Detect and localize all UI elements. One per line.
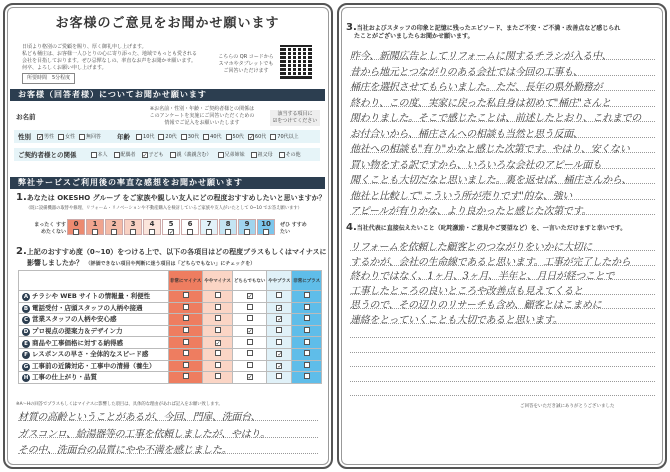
row-label: [19, 291, 169, 303]
checkbox[interactable]: [247, 362, 253, 368]
handwritten-line: リフォームを依頼した顧客とのつながりをいかに大切に: [350, 242, 592, 253]
table-row: [19, 360, 322, 372]
gender-options: [37, 133, 101, 140]
handwritten-line: 昨今、新聞広告としてリフォームに関するチラシが入る中、: [350, 51, 612, 62]
q1-number: 1.: [16, 192, 27, 203]
rating-cell[interactable]: [203, 325, 233, 337]
age-option[interactable]: [248, 133, 266, 140]
checkbox[interactable]: [183, 350, 189, 356]
checkbox[interactable]: ✓: [277, 316, 283, 324]
checkbox[interactable]: ✓: [142, 151, 148, 159]
checkbox[interactable]: ✓: [277, 304, 283, 312]
row-text: 工事前の近隣対応・工事中の清掃（養生）: [32, 361, 156, 370]
checkbox[interactable]: [218, 152, 224, 158]
checkbox[interactable]: [183, 362, 189, 368]
relation-option-label: 兄弟姉妹: [224, 152, 245, 158]
dotted-line: [350, 337, 655, 338]
checkbox[interactable]: [247, 350, 253, 356]
qr-line: スマホやタブレットでも: [218, 61, 274, 67]
checkbox[interactable]: [304, 304, 310, 310]
checkbox[interactable]: [111, 229, 117, 235]
rating-cell[interactable]: [232, 348, 267, 360]
relation-options: [91, 151, 301, 158]
checkbox[interactable]: [215, 304, 221, 310]
rating-cell[interactable]: [203, 348, 233, 360]
time-required: 所要時間 5分程度: [22, 73, 75, 84]
scale-option[interactable]: [200, 219, 218, 235]
q2-text: 上記のおすすめ度（0~10）をつける上で、以下の各項目はどの程度プラスもしくはマイナスに: [26, 248, 327, 256]
checkbox[interactable]: [247, 315, 253, 321]
age-options: [136, 133, 299, 140]
relation-option[interactable]: [170, 151, 212, 158]
handwritten-line: 他社への相談も"有り"かなと感じた次第です。やはり、安くない: [350, 144, 630, 155]
age-option[interactable]: [181, 133, 199, 140]
rating-cell[interactable]: [203, 360, 233, 372]
rating-cell[interactable]: [292, 314, 322, 326]
handwritten-line: 連絡をとっていくことも大切であると思います。: [350, 314, 563, 326]
intro-text: [22, 44, 212, 72]
table-row: [19, 314, 322, 326]
table-header-row: [19, 271, 322, 291]
checkbox[interactable]: [183, 327, 189, 333]
handwritten-line: 工事したところの良いところや改善点も見えてくると: [350, 285, 583, 297]
checkbox[interactable]: [304, 327, 310, 333]
checkbox[interactable]: [304, 339, 310, 345]
rating-cell[interactable]: [267, 314, 292, 326]
relation-option[interactable]: [218, 151, 245, 158]
checkbox[interactable]: [247, 304, 253, 310]
name-note: [142, 106, 262, 127]
column-header: ややマイナス: [203, 271, 233, 291]
checkbox[interactable]: [170, 152, 176, 158]
q4-text: 当社代表に直接伝えたいこと（叱咤激励・ご意見やご要望など）を、一言いただけますと幸いです。: [356, 225, 627, 232]
checkbox[interactable]: [304, 292, 310, 298]
checkbox[interactable]: [226, 134, 232, 140]
row-text: 営業スタッフの人柄や安心感: [32, 315, 117, 324]
relation-option-label: その他: [285, 152, 301, 158]
rating-cell[interactable]: [232, 337, 267, 349]
dotted-line: [350, 352, 655, 353]
checkbox[interactable]: [225, 229, 231, 235]
rating-cell[interactable]: [169, 325, 203, 337]
note-line: このアンケートを実施にご回答いただくための: [149, 113, 255, 119]
handwritten-line: アピールが有りかな、より良かったと感じた次第です。: [350, 206, 592, 217]
rating-cell[interactable]: [169, 372, 203, 384]
row-text: 商品や工事価格に対する納得感: [32, 338, 123, 347]
checkbox[interactable]: [181, 134, 187, 140]
scale-number: 10: [261, 220, 271, 228]
handwritten-line: 材質の高齢ということがあるが、今回、門扉、洗面台、: [18, 412, 261, 423]
age-option[interactable]: [158, 133, 176, 140]
gender-option[interactable]: [58, 133, 75, 140]
rating-cell[interactable]: [169, 360, 203, 372]
qr-code-icon[interactable]: [280, 45, 312, 79]
rating-cell[interactable]: [292, 302, 322, 314]
survey-section-header: 弊社サービスご利用後の率直な感想をお聞かせ願います: [10, 177, 325, 189]
checkbox[interactable]: [203, 134, 209, 140]
checkbox[interactable]: [304, 350, 310, 356]
qr-text: [214, 54, 278, 75]
q3-text2: たことがございましたらお聞かせ願います。: [354, 33, 474, 40]
checkbox[interactable]: ✓: [247, 328, 253, 336]
q3-question: [346, 24, 661, 41]
handwritten-line: するかが、会社の生命線であると思います。工事が完了したから: [350, 256, 631, 268]
gender-age-row: [14, 130, 320, 143]
scale-option[interactable]: [67, 219, 85, 235]
q2-subtext: （評価できない項目や判断に迷う項目は「どちらでもない」にチェックを）: [85, 261, 256, 267]
row-key-icon: D: [23, 329, 29, 336]
column-header: ややプラス: [267, 271, 292, 291]
row-text: 工事の仕上がり・品質: [32, 373, 97, 382]
rating-cell[interactable]: [169, 337, 203, 349]
checkbox[interactable]: [58, 134, 64, 140]
age-option-label: 60代: [254, 134, 267, 140]
handwritten-line: 終わりではなく、1ヶ月、3ヶ月、半年と、月日が経つことで: [350, 271, 615, 282]
gender-option-label: 男性: [44, 134, 55, 140]
row-label: [19, 325, 169, 337]
checkbox[interactable]: [276, 292, 282, 298]
thanks-text: ご回答をいただき誠にありがとうございました: [520, 404, 615, 409]
hint-line: ☑をつけてください: [272, 118, 318, 124]
handwritten-line: 昔から地元とつながりのある会社では今回の工事も、: [350, 66, 583, 78]
rating-cell[interactable]: [292, 337, 322, 349]
rating-cell[interactable]: [267, 360, 292, 372]
q4-answer-area[interactable]: [350, 237, 655, 397]
checkbox[interactable]: [187, 229, 193, 235]
q3-text: 当社およびスタッフの印象と記憶に残ったエピソード、またご不安・ご不満・改善点など感じられ: [356, 25, 621, 32]
scale-option[interactable]: [143, 219, 161, 235]
intro-line: 日頃より格別のご愛顧を賜り、厚く御礼申し上げます。: [22, 44, 147, 50]
relation-option[interactable]: [114, 151, 136, 158]
intro-line: 私ども桶庄は、お客様一人ひとりの心に寄り添った、地域でもっとも愛される: [22, 51, 198, 57]
scale-number: 5: [168, 220, 174, 228]
rating-cell[interactable]: [292, 360, 322, 372]
checkbox[interactable]: [276, 339, 282, 345]
gender-option-label: 無回答: [86, 134, 102, 140]
rating-cell[interactable]: [203, 337, 233, 349]
checkbox[interactable]: ✓: [248, 133, 254, 141]
scale-option[interactable]: [105, 219, 123, 235]
age-option[interactable]: [136, 133, 154, 140]
rating-cell[interactable]: [292, 291, 322, 303]
relation-option-label: 子ども: [148, 152, 164, 158]
checkbox[interactable]: [183, 339, 189, 345]
table-row: [19, 325, 322, 337]
checkbox[interactable]: ✓: [38, 133, 44, 141]
rating-cell[interactable]: [292, 372, 322, 384]
column-header: どちらでもない: [232, 271, 267, 291]
q3-answer-area[interactable]: [350, 45, 655, 220]
rating-cell[interactable]: [292, 325, 322, 337]
table-row: [19, 337, 322, 349]
row-label: [19, 360, 169, 372]
rating-cell[interactable]: [267, 348, 292, 360]
table-row: [19, 302, 322, 314]
checkbox[interactable]: [158, 134, 164, 140]
rating-cell[interactable]: [232, 325, 267, 337]
qr-line: ご回答いただけます: [223, 68, 269, 74]
dotted-line: [350, 381, 655, 382]
check-hint: [270, 110, 320, 126]
checkbox[interactable]: [247, 339, 253, 345]
age-option-label: 50代: [232, 134, 244, 140]
name-label: お名前: [16, 113, 36, 121]
age-option-label: 70代以上: [277, 134, 299, 140]
row-label: [19, 337, 169, 349]
dotted-line: [350, 366, 655, 367]
checkbox[interactable]: [270, 134, 276, 140]
checkbox[interactable]: [215, 373, 221, 379]
handwritten-line: 桶庄を選択させてもらいました。ただ、長年の県外勤務が: [350, 82, 603, 93]
checkbox[interactable]: [215, 315, 221, 321]
handwritten-line: 終わり、この度、実家に戻った私自身は初めて"桶庄"さんと: [350, 97, 611, 109]
handwritten-line: 聞くことも大切だなと思いました。裏を返せば、桶庄さんから、: [350, 175, 632, 186]
checkbox[interactable]: [73, 229, 79, 235]
gender-label: 性別: [18, 133, 31, 141]
row-label: [19, 348, 169, 360]
rating-cell[interactable]: [267, 337, 292, 349]
row-text: プロ視点の提案力＆デザイン力: [32, 327, 123, 336]
relation-option-label: 配偶者: [120, 152, 136, 158]
rating-cell[interactable]: [203, 302, 233, 314]
rating-cell[interactable]: [232, 302, 267, 314]
row-key-icon: C: [23, 317, 29, 324]
row-key-icon: H: [23, 375, 29, 382]
age-option-label: 10代: [143, 134, 155, 140]
checkbox[interactable]: [251, 152, 257, 158]
age-option[interactable]: [270, 133, 298, 140]
q2-comment-area[interactable]: [18, 406, 318, 461]
q1-text: あなたは OKESHO グループ をご家族や親しい友人にどの程度おすすめしたいと思いますか？: [26, 194, 326, 202]
rating-cell[interactable]: [203, 291, 233, 303]
rating-cell[interactable]: [203, 314, 233, 326]
checkbox[interactable]: [279, 152, 285, 158]
checkbox[interactable]: [244, 229, 250, 235]
rating-cell[interactable]: [232, 360, 267, 372]
scale-number: 8: [225, 220, 231, 228]
handwritten-line: 関わりました。そこで感じたことは、前述したとおり、これまでの: [350, 113, 641, 124]
note-line: ※お名前・性別・年齢・ご契約者様との関係は: [149, 106, 255, 112]
row-text: 電話受付・店頭スタッフの人柄や接遇: [32, 303, 143, 312]
scale-number: 6: [187, 220, 193, 228]
q2-question: [16, 246, 327, 257]
row-label: [19, 314, 169, 326]
checkbox[interactable]: [276, 373, 282, 379]
rating-cell[interactable]: [169, 291, 203, 303]
handwritten-line: 他社と比較して"こういう所が売りです"的な、強い: [350, 190, 572, 202]
scale-number: 1: [92, 220, 98, 228]
checkbox[interactable]: [79, 134, 85, 140]
relation-option[interactable]: [91, 151, 108, 158]
gender-option-label: 女性: [65, 134, 76, 140]
relation-option[interactable]: [142, 151, 164, 158]
row-label: [19, 302, 169, 314]
checkbox[interactable]: [206, 229, 212, 235]
checkbox[interactable]: [263, 229, 269, 235]
form-title: お客様のご意見をお聞かせ願います: [55, 16, 280, 31]
scale-number: 2: [111, 220, 117, 228]
rating-cell[interactable]: [232, 372, 267, 384]
relation-row: [14, 148, 320, 161]
column-header: 非常にプラス: [292, 271, 322, 291]
row-key-icon: B: [23, 305, 29, 312]
checkbox[interactable]: ✓: [277, 362, 283, 370]
q4-number: 4.: [346, 222, 357, 233]
checkbox[interactable]: [183, 373, 189, 379]
rating-cell[interactable]: [169, 314, 203, 326]
scale-number: 7: [206, 220, 212, 228]
age-label: 年齢: [117, 133, 131, 141]
checkbox[interactable]: [130, 229, 136, 235]
q2-table: [18, 270, 322, 384]
qr-line: こちらの QR コードから: [218, 54, 274, 60]
intro-line: 会社を目指しております。ぜひ忌憚なしの、率直なお声をお聞かせ願います。: [22, 58, 197, 64]
q2-number: 2.: [16, 246, 27, 257]
scale-number: 3: [130, 220, 136, 228]
rating-cell[interactable]: [267, 372, 292, 384]
age-option[interactable]: [226, 133, 244, 140]
relation-option[interactable]: [279, 151, 301, 158]
rating-cell[interactable]: [203, 372, 233, 384]
checkbox[interactable]: [215, 362, 221, 368]
checkbox[interactable]: [215, 292, 221, 298]
q1-subtext: （既に設備機器の取替や修理、リフォーム・リノベーションや不動産購入を検討しているご家族や友人がいたとして 0~10 でお答え願います）: [26, 206, 302, 211]
rating-cell[interactable]: [267, 325, 292, 337]
rating-cell[interactable]: [267, 291, 292, 303]
relation-option-label: 親（義親含む）: [176, 152, 212, 158]
hint-line: 該当する項目に: [277, 111, 313, 117]
scale-number: 0: [73, 220, 79, 228]
scale-option[interactable]: [124, 219, 142, 235]
rating-cell[interactable]: [232, 291, 267, 303]
scale-option[interactable]: [162, 219, 180, 235]
scale-option[interactable]: [238, 219, 256, 235]
table-row: [19, 348, 322, 360]
checkbox[interactable]: [136, 134, 142, 140]
q4-question: [346, 222, 626, 233]
relation-option-label: 祖父母: [257, 152, 273, 158]
checkbox[interactable]: [215, 350, 221, 356]
relation-option[interactable]: [251, 151, 273, 158]
checkbox[interactable]: [91, 152, 97, 158]
scale-option[interactable]: [86, 219, 104, 235]
intro-line: 何卒、よろしくお願い申し上げます。: [22, 65, 107, 71]
checkbox[interactable]: [183, 315, 189, 321]
rating-cell[interactable]: [169, 302, 203, 314]
checkbox[interactable]: ✓: [247, 293, 253, 301]
checkbox[interactable]: [183, 304, 189, 310]
checkbox[interactable]: [92, 229, 98, 235]
table-row: [19, 291, 322, 303]
checkbox[interactable]: ✓: [277, 351, 283, 359]
dotted-line: [350, 395, 655, 396]
scale-number: 9: [244, 220, 250, 228]
row-key-icon: E: [22, 340, 30, 348]
q1-high-label: ぜひ すすめたい: [280, 222, 307, 235]
gender-option[interactable]: [37, 133, 54, 140]
q1-scale: [67, 219, 275, 235]
rating-cell[interactable]: [169, 348, 203, 360]
checkbox[interactable]: ✓: [169, 229, 175, 236]
q1-low-label: まったく すすめたくない: [34, 222, 66, 235]
checkbox[interactable]: [276, 327, 282, 333]
age-option-label: 30代: [187, 134, 200, 140]
handwritten-line: お付合いから、桶庄さんへの相談も当然と思う反面、: [350, 128, 583, 140]
rating-cell[interactable]: [292, 348, 322, 360]
row-key-icon: A: [23, 294, 29, 301]
handwritten-line: ガスコンロ、給湯器等の工事を依頼しましたが、やはり。: [18, 428, 270, 440]
handwritten-line: 思うので、その辺りのリサーチも含め、顧客とはこまめに: [350, 300, 602, 311]
table-row: [19, 372, 322, 384]
row-label: [19, 372, 169, 384]
note-line: 情報でご記入をお願いいたします: [164, 120, 240, 126]
rating-cell[interactable]: [267, 302, 292, 314]
relation-option-label: 本人: [97, 152, 108, 158]
row-key-icon: F: [22, 351, 30, 359]
q2-text2: 影響しましたか？: [27, 259, 83, 267]
scale-option[interactable]: [257, 219, 275, 235]
scale-option[interactable]: [181, 219, 199, 235]
checkbox[interactable]: [304, 315, 310, 321]
age-option-label: 20代: [165, 134, 177, 140]
row-text: レスポンスの早さ・全体的なスピード感: [32, 350, 149, 359]
q1-question: [16, 192, 326, 203]
q2-question-line2: [27, 258, 255, 268]
handwritten-line: その中、洗面台の品質にやや不満を感じました。: [18, 445, 232, 456]
relation-label: ご契約者様との関係: [18, 151, 77, 159]
checkbox[interactable]: [304, 373, 310, 379]
age-option-label: 40代: [210, 134, 222, 140]
table-header-blank: [19, 271, 169, 291]
scale-option[interactable]: [219, 219, 237, 235]
age-option[interactable]: [203, 133, 221, 140]
checkbox[interactable]: [183, 292, 189, 298]
row-key-icon: G: [23, 363, 29, 370]
gender-option[interactable]: [79, 133, 101, 140]
checkbox[interactable]: [304, 362, 310, 368]
row-text: チラシや WEB サイトの情報量・利便性: [32, 292, 151, 301]
checkbox[interactable]: [215, 327, 221, 333]
checkbox[interactable]: [149, 229, 155, 235]
scale-number: 4: [149, 220, 155, 228]
respondent-section-header: お客様（回答者様）についてお聞かせ願います: [10, 89, 325, 101]
column-header: 非常にマイナス: [169, 271, 203, 291]
checkbox[interactable]: [114, 152, 120, 158]
q2-note: ※A〜Hの回答でプラスもしくはマイナスに影響した項目は、具体的な理由があれば記入をお願い致します。: [16, 402, 223, 407]
rating-cell[interactable]: [232, 314, 267, 326]
q3-number: 3.: [346, 22, 357, 33]
handwritten-line: 買い物をする訳ですから、いろいろな会社のアピール面も: [350, 159, 602, 171]
checkbox[interactable]: ✓: [215, 339, 221, 347]
checkbox[interactable]: ✓: [247, 374, 253, 382]
